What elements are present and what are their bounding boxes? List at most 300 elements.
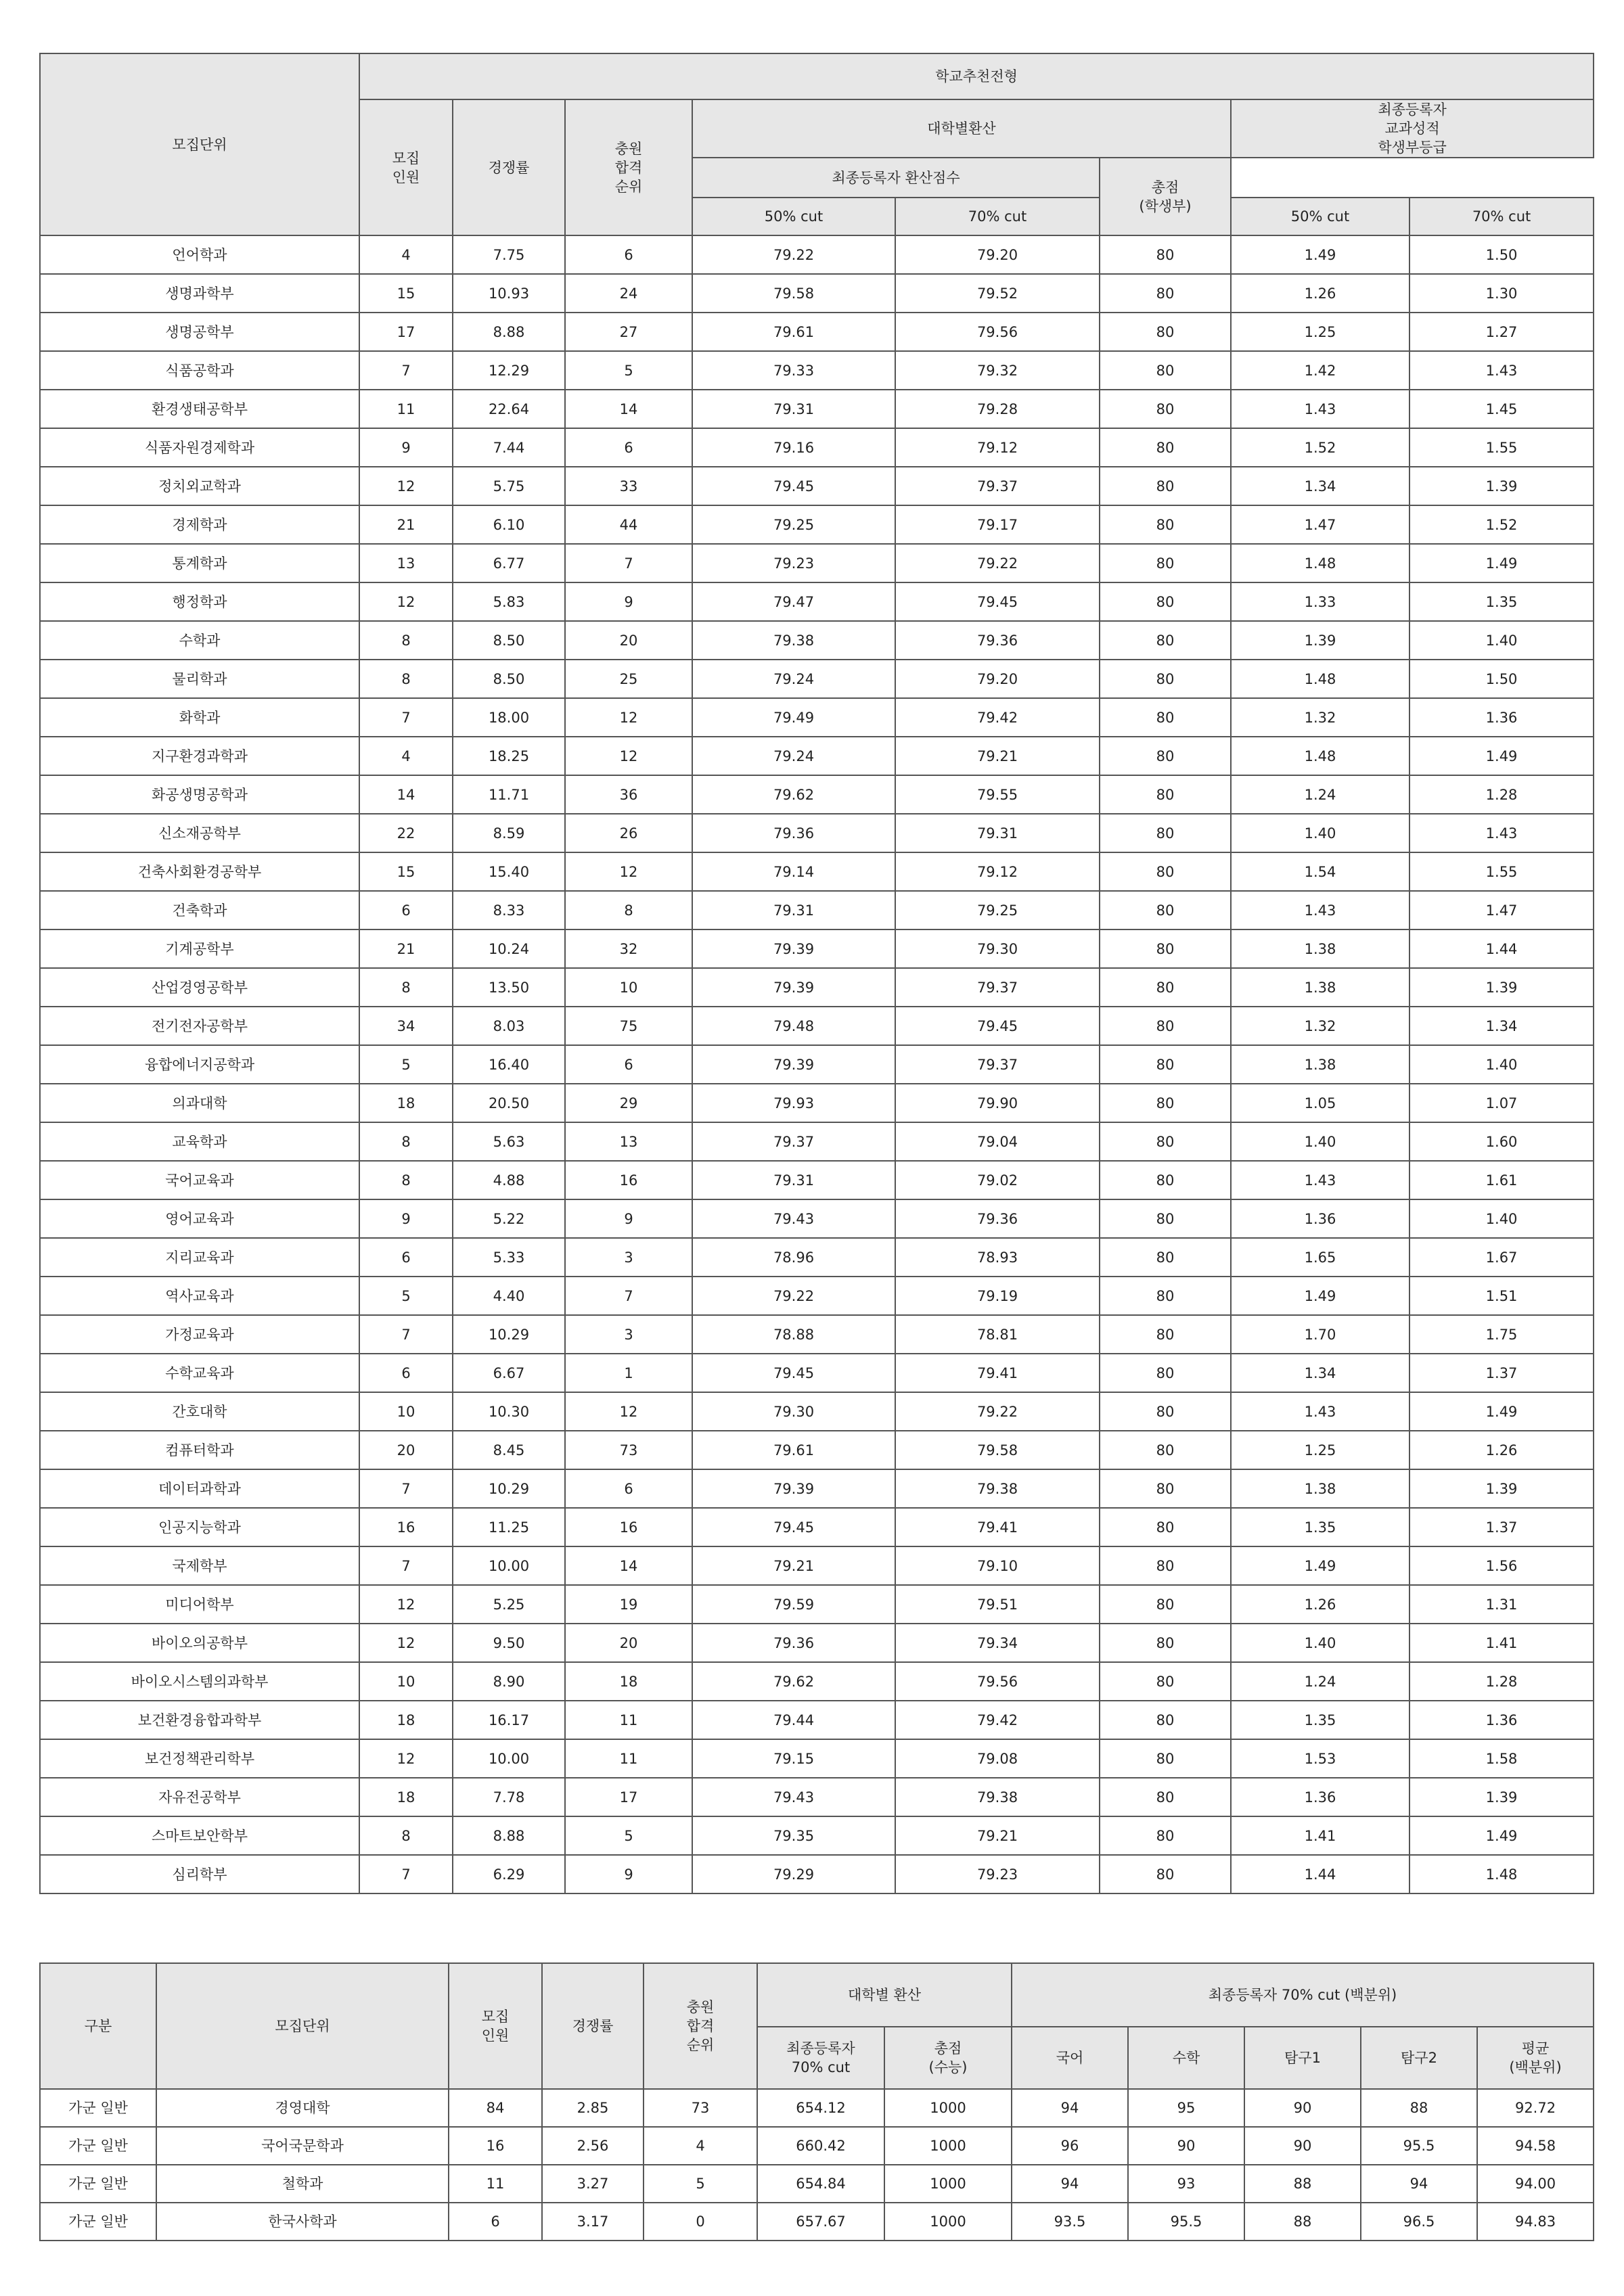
table-row (40, 621, 1594, 660)
cell-unit: 간호대학 (40, 1392, 359, 1431)
cell-quota: 12 (359, 467, 453, 505)
cell-g50: 1.65 (1231, 1238, 1409, 1277)
cell-g50: 1.34 (1231, 1354, 1409, 1392)
cell-rank: 19 (565, 1585, 692, 1624)
cell-g50: 1.43 (1231, 1161, 1409, 1199)
cell-g70: 1.49 (1409, 737, 1594, 775)
cell-unit: 산업경영공학부 (40, 968, 359, 1007)
cell-rate: 3.27 (542, 2165, 644, 2203)
cell-s70: 79.21 (895, 737, 1100, 775)
cell-g70: 1.34 (1409, 1007, 1594, 1045)
cell-unit: 보건환경융합과학부 (40, 1701, 359, 1739)
table-row (40, 544, 1594, 582)
cell-korean: 96 (1012, 2127, 1128, 2165)
cell-s70: 79.55 (895, 775, 1100, 814)
cell-s50: 79.43 (692, 1199, 895, 1238)
header-admission-type: 학교추천전형 (359, 53, 1594, 99)
cell-quota: 10 (359, 1662, 453, 1701)
cell-g70: 1.44 (1409, 929, 1594, 968)
cell-total: 80 (1100, 351, 1231, 390)
cell-s70: 79.19 (895, 1277, 1100, 1315)
cell-g50: 1.40 (1231, 814, 1409, 852)
cell-unit: 화학과 (40, 698, 359, 737)
header-inquiry1: 탐구1 (1244, 2027, 1361, 2089)
cell-quota: 8 (359, 1161, 453, 1199)
table-row (40, 1199, 1594, 1238)
cell-total: 80 (1100, 1469, 1231, 1508)
cell-quota: 7 (359, 698, 453, 737)
cell-g50: 1.38 (1231, 929, 1409, 968)
cell-s50: 79.25 (692, 505, 895, 544)
table-row (40, 1778, 1594, 1816)
cell-s50: 79.14 (692, 852, 895, 891)
header-quota: 모집 인원 (449, 1963, 542, 2089)
cell-unit: 건축학과 (40, 891, 359, 929)
cell-rate: 6.29 (453, 1855, 565, 1893)
cell-unit: 보건정책관리학부 (40, 1739, 359, 1778)
cell-g50: 1.54 (1231, 852, 1409, 891)
cell-total: 80 (1100, 1161, 1231, 1199)
cell-g50: 1.52 (1231, 428, 1409, 467)
cell-g70: 1.30 (1409, 274, 1594, 313)
cell-g50: 1.49 (1231, 1546, 1409, 1585)
cell-quota: 7 (359, 1469, 453, 1508)
cell-rate: 16.40 (453, 1045, 565, 1084)
cell-quota: 6 (449, 2203, 542, 2241)
cell-cut70: 654.12 (757, 2089, 884, 2127)
cell-rank: 5 (644, 2165, 757, 2203)
cell-quota: 8 (359, 660, 453, 698)
cell-g70: 1.27 (1409, 313, 1594, 351)
cell-quota: 9 (359, 428, 453, 467)
cell-s70: 78.81 (895, 1315, 1100, 1354)
table-row (40, 1315, 1594, 1354)
cell-avg: 94.83 (1477, 2203, 1594, 2241)
cell-quota: 7 (359, 1546, 453, 1585)
cell-rank: 13 (565, 1122, 692, 1161)
cell-s50: 79.36 (692, 1624, 895, 1662)
cell-quota: 21 (359, 505, 453, 544)
cell-unit: 미디어학부 (40, 1585, 359, 1624)
cell-rate: 4.40 (453, 1277, 565, 1315)
cell-rank: 73 (565, 1431, 692, 1469)
cell-korean: 94 (1012, 2089, 1128, 2127)
cell-quota: 10 (359, 1392, 453, 1431)
cell-rank: 20 (565, 1624, 692, 1662)
cell-s70: 79.56 (895, 313, 1100, 351)
header-final-registrant-percentile: 최종등록자 70% cut (백분위) (1012, 1963, 1594, 2027)
cell-inq2: 96.5 (1361, 2203, 1477, 2241)
cell-rate: 2.85 (542, 2089, 644, 2127)
cell-unit: 경제학과 (40, 505, 359, 544)
header-inquiry2: 탐구2 (1361, 2027, 1477, 2089)
cell-rank: 9 (565, 1199, 692, 1238)
cell-quota: 12 (359, 582, 453, 621)
cell-total: 80 (1100, 1624, 1231, 1662)
cell-g50: 1.42 (1231, 351, 1409, 390)
cell-total: 80 (1100, 891, 1231, 929)
cell-s50: 79.23 (692, 544, 895, 582)
cell-total: 80 (1100, 1585, 1231, 1624)
cell-rank: 12 (565, 1392, 692, 1431)
cell-rank: 7 (565, 1277, 692, 1315)
cell-g50: 1.25 (1231, 1431, 1409, 1469)
cell-quota: 8 (359, 1122, 453, 1161)
cell-g50: 1.38 (1231, 968, 1409, 1007)
header-univ-conversion: 대학별 환산 (757, 1963, 1012, 2027)
cell-quota: 84 (449, 2089, 542, 2127)
cell-s70: 79.32 (895, 351, 1100, 390)
cell-rate: 3.17 (542, 2203, 644, 2241)
cell-g70: 1.39 (1409, 1469, 1594, 1508)
table-row (40, 660, 1594, 698)
cell-inq2: 95.5 (1361, 2127, 1477, 2165)
table-row (40, 737, 1594, 775)
header-average-percentile: 평균 (백분위) (1477, 2027, 1594, 2089)
cell-rank: 16 (565, 1161, 692, 1199)
cell-quota: 7 (359, 1315, 453, 1354)
cell-unit: 데이터과학과 (40, 1469, 359, 1508)
cell-total: 80 (1100, 1662, 1231, 1701)
cell-rate: 2.56 (542, 2127, 644, 2165)
cell-g50: 1.33 (1231, 582, 1409, 621)
cell-g50: 1.34 (1231, 467, 1409, 505)
cell-g70: 1.52 (1409, 505, 1594, 544)
cell-rate: 8.45 (453, 1431, 565, 1469)
cell-s70: 79.04 (895, 1122, 1100, 1161)
cell-s50: 79.29 (692, 1855, 895, 1893)
cell-unit: 컴퓨터학과 (40, 1431, 359, 1469)
cell-g50: 1.35 (1231, 1508, 1409, 1546)
cell-s50: 79.30 (692, 1392, 895, 1431)
cell-s50: 79.31 (692, 390, 895, 428)
cell-rank: 20 (565, 621, 692, 660)
cell-quota: 7 (359, 1855, 453, 1893)
table-row (40, 1585, 1594, 1624)
cell-rate: 8.88 (453, 1816, 565, 1855)
cell-total: 80 (1100, 660, 1231, 698)
cell-unit: 스마트보안학부 (40, 1816, 359, 1855)
cell-s50: 79.36 (692, 814, 895, 852)
cell-rate: 5.22 (453, 1199, 565, 1238)
cell-quota: 13 (359, 544, 453, 582)
table-row (40, 891, 1594, 929)
cell-unit: 식품공학과 (40, 351, 359, 390)
cell-rate: 18.25 (453, 737, 565, 775)
cell-unit: 기계공학부 (40, 929, 359, 968)
cell-g70: 1.45 (1409, 390, 1594, 428)
cell-quota: 4 (359, 737, 453, 775)
cell-s70: 79.36 (895, 1199, 1100, 1238)
cell-rate: 8.50 (453, 621, 565, 660)
cell-rank: 4 (644, 2127, 757, 2165)
cell-rank: 0 (644, 2203, 757, 2241)
cell-s50: 79.61 (692, 1431, 895, 1469)
cell-total: 80 (1100, 1045, 1231, 1084)
cell-quota: 5 (359, 1045, 453, 1084)
cell-rank: 17 (565, 1778, 692, 1816)
cell-s70: 79.23 (895, 1855, 1100, 1893)
cell-g70: 1.56 (1409, 1546, 1594, 1585)
cell-g70: 1.26 (1409, 1431, 1594, 1469)
cell-rank: 12 (565, 698, 692, 737)
cell-s50: 79.22 (692, 1277, 895, 1315)
cell-avg: 94.58 (1477, 2127, 1594, 2165)
table-row (40, 2165, 1594, 2203)
cell-s50: 79.62 (692, 1662, 895, 1701)
cell-g70: 1.37 (1409, 1354, 1594, 1392)
cell-rate: 8.88 (453, 313, 565, 351)
cell-unit: 심리학부 (40, 1855, 359, 1893)
cell-rate: 12.29 (453, 351, 565, 390)
cell-g50: 1.48 (1231, 544, 1409, 582)
cell-s70: 79.31 (895, 814, 1100, 852)
cell-s70: 79.56 (895, 1662, 1100, 1701)
cell-total: 1000 (884, 2089, 1012, 2127)
cell-total: 80 (1100, 1315, 1231, 1354)
cell-s70: 79.51 (895, 1585, 1100, 1624)
cell-quota: 4 (359, 235, 453, 274)
cell-rate: 8.50 (453, 660, 565, 698)
cell-rate: 10.93 (453, 274, 565, 313)
cell-g70: 1.67 (1409, 1238, 1594, 1277)
cell-s50: 79.39 (692, 929, 895, 968)
table-row (40, 814, 1594, 852)
cell-s50: 79.44 (692, 1701, 895, 1739)
cell-quota: 15 (359, 274, 453, 313)
cell-g50: 1.48 (1231, 660, 1409, 698)
cell-rate: 5.25 (453, 1585, 565, 1624)
cell-s70: 79.20 (895, 660, 1100, 698)
cell-g50: 1.49 (1231, 1277, 1409, 1315)
cell-s50: 79.22 (692, 235, 895, 274)
cell-quota: 6 (359, 891, 453, 929)
cell-quota: 22 (359, 814, 453, 852)
cell-unit: 건축사회환경공학부 (40, 852, 359, 891)
cell-quota: 6 (359, 1354, 453, 1392)
cell-total: 80 (1100, 1431, 1231, 1469)
table-row (40, 1161, 1594, 1199)
cell-g70: 1.39 (1409, 467, 1594, 505)
cell-unit: 수학교육과 (40, 1354, 359, 1392)
cell-total: 80 (1100, 544, 1231, 582)
cell-rate: 7.44 (453, 428, 565, 467)
admission-results-table-regular (39, 1962, 1594, 2241)
cell-rank: 18 (565, 1662, 692, 1701)
table-row (40, 1701, 1594, 1739)
cell-rank: 29 (565, 1084, 692, 1122)
cell-s50: 79.39 (692, 1469, 895, 1508)
cell-s70: 79.22 (895, 544, 1100, 582)
cell-g50: 1.53 (1231, 1739, 1409, 1778)
cell-s50: 78.88 (692, 1315, 895, 1354)
cell-unit: 바이오시스템의과학부 (40, 1662, 359, 1701)
cell-s70: 79.41 (895, 1508, 1100, 1546)
cell-rank: 11 (565, 1739, 692, 1778)
cell-rate: 11.25 (453, 1508, 565, 1546)
cell-rank: 11 (565, 1701, 692, 1739)
cell-s70: 79.28 (895, 390, 1100, 428)
cell-quota: 12 (359, 1624, 453, 1662)
cell-rank: 8 (565, 891, 692, 929)
cell-unit: 생명공학부 (40, 313, 359, 351)
cell-g50: 1.39 (1231, 621, 1409, 660)
cell-s50: 79.38 (692, 621, 895, 660)
cell-s70: 79.36 (895, 621, 1100, 660)
cell-s70: 79.37 (895, 467, 1100, 505)
header-recruit-unit: 모집단위 (40, 53, 359, 235)
cell-g70: 1.40 (1409, 1199, 1594, 1238)
cell-g50: 1.49 (1231, 235, 1409, 274)
cell-rate: 13.50 (453, 968, 565, 1007)
cell-inq1: 90 (1244, 2127, 1361, 2165)
cell-unit: 지구환경과학과 (40, 737, 359, 775)
cell-unit: 행정학과 (40, 582, 359, 621)
cell-avg: 94.00 (1477, 2165, 1594, 2203)
cell-rank: 36 (565, 775, 692, 814)
header-univ-conversion: 대학별환산 (692, 99, 1231, 158)
cell-rate: 8.33 (453, 891, 565, 929)
cell-total: 80 (1100, 737, 1231, 775)
cell-s70: 79.34 (895, 1624, 1100, 1662)
cell-rank: 44 (565, 505, 692, 544)
cell-rate: 8.03 (453, 1007, 565, 1045)
cell-rank: 6 (565, 1045, 692, 1084)
cell-rank: 14 (565, 1546, 692, 1585)
cell-inq2: 94 (1361, 2165, 1477, 2203)
cell-quota: 9 (359, 1199, 453, 1238)
cell-s70: 79.90 (895, 1084, 1100, 1122)
cell-total: 80 (1100, 1392, 1231, 1431)
cell-g50: 1.05 (1231, 1084, 1409, 1122)
cell-total: 80 (1100, 929, 1231, 968)
cell-rate: 5.83 (453, 582, 565, 621)
table-row (40, 274, 1594, 313)
cell-total: 80 (1100, 1508, 1231, 1546)
cell-korean: 94 (1012, 2165, 1128, 2203)
cell-korean: 93.5 (1012, 2203, 1128, 2241)
cell-s50: 79.35 (692, 1816, 895, 1855)
cell-unit: 경영대학 (156, 2089, 449, 2127)
cell-rank: 16 (565, 1508, 692, 1546)
cell-category: 가군 일반 (40, 2203, 156, 2241)
cell-rate: 8.59 (453, 814, 565, 852)
cell-unit: 국어교육과 (40, 1161, 359, 1199)
table-row (40, 2127, 1594, 2165)
cell-g70: 1.35 (1409, 582, 1594, 621)
table-row (40, 1007, 1594, 1045)
cell-quota: 12 (359, 1585, 453, 1624)
table-row (40, 1662, 1594, 1701)
header-competition-rate: 경쟁률 (542, 1963, 644, 2089)
cell-total: 80 (1100, 1855, 1231, 1893)
cell-g70: 1.40 (1409, 621, 1594, 660)
cell-s70: 79.52 (895, 274, 1100, 313)
cell-s50: 79.59 (692, 1585, 895, 1624)
cell-quota: 20 (359, 1431, 453, 1469)
cell-s70: 79.22 (895, 1392, 1100, 1431)
cell-s50: 79.43 (692, 1778, 895, 1816)
cell-g70: 1.50 (1409, 660, 1594, 698)
cell-cut70: 654.84 (757, 2165, 884, 2203)
cell-unit: 인공지능학과 (40, 1508, 359, 1546)
cell-rank: 1 (565, 1354, 692, 1392)
cell-quota: 8 (359, 621, 453, 660)
header-total-suneung: 총점 (수능) (884, 2027, 1012, 2089)
cell-unit: 언어학과 (40, 235, 359, 274)
cell-total: 80 (1100, 1354, 1231, 1392)
cell-g50: 1.35 (1231, 1701, 1409, 1739)
cell-g70: 1.36 (1409, 698, 1594, 737)
cell-rate: 6.67 (453, 1354, 565, 1392)
cell-g70: 1.28 (1409, 775, 1594, 814)
cell-g70: 1.61 (1409, 1161, 1594, 1199)
cell-rank: 6 (565, 1469, 692, 1508)
cell-rate: 5.75 (453, 467, 565, 505)
cell-rank: 5 (565, 1816, 692, 1855)
table-row (40, 2089, 1594, 2127)
table-row (40, 1855, 1594, 1893)
cell-s50: 79.49 (692, 698, 895, 737)
cell-total: 80 (1100, 390, 1231, 428)
cell-total: 80 (1100, 968, 1231, 1007)
cell-g70: 1.49 (1409, 1392, 1594, 1431)
cell-g50: 1.40 (1231, 1624, 1409, 1662)
cell-g70: 1.39 (1409, 1778, 1594, 1816)
cell-g70: 1.43 (1409, 814, 1594, 852)
cell-g50: 1.44 (1231, 1855, 1409, 1893)
header-final-registrant-score: 최종등록자 환산점수 (692, 158, 1100, 198)
cell-rank: 25 (565, 660, 692, 698)
header-korean: 국어 (1012, 2027, 1128, 2089)
cell-s50: 79.61 (692, 313, 895, 351)
cell-rate: 18.00 (453, 698, 565, 737)
admission-results-table-school-recommendation (39, 53, 1594, 1894)
header-waitlist-rank: 충원 합격 순위 (565, 99, 692, 235)
cell-s70: 79.20 (895, 235, 1100, 274)
cell-g50: 1.47 (1231, 505, 1409, 544)
cell-category: 가군 일반 (40, 2127, 156, 2165)
cell-quota: 15 (359, 852, 453, 891)
cell-rank: 33 (565, 467, 692, 505)
cell-rank: 9 (565, 1855, 692, 1893)
table-row (40, 505, 1594, 544)
cell-total: 80 (1100, 775, 1231, 814)
cell-rank: 6 (565, 235, 692, 274)
cell-s50: 79.31 (692, 891, 895, 929)
cell-g50: 1.36 (1231, 1778, 1409, 1816)
header-score-cut50: 50% cut (692, 198, 895, 235)
cell-g50: 1.70 (1231, 1315, 1409, 1354)
cell-cut70: 660.42 (757, 2127, 884, 2165)
cell-s50: 79.48 (692, 1007, 895, 1045)
cell-quota: 12 (359, 1739, 453, 1778)
cell-total: 80 (1100, 1778, 1231, 1816)
cell-rank: 7 (565, 544, 692, 582)
cell-math: 93 (1128, 2165, 1244, 2203)
cell-rank: 9 (565, 582, 692, 621)
cell-s70: 79.12 (895, 852, 1100, 891)
cell-rate: 5.63 (453, 1122, 565, 1161)
cell-s50: 79.15 (692, 1739, 895, 1778)
cell-total: 80 (1100, 1816, 1231, 1855)
cell-g70: 1.51 (1409, 1277, 1594, 1315)
header-category: 구분 (40, 1963, 156, 2089)
cell-category: 가군 일반 (40, 2089, 156, 2127)
cell-total: 80 (1100, 621, 1231, 660)
cell-s50: 79.62 (692, 775, 895, 814)
table-row (40, 235, 1594, 274)
